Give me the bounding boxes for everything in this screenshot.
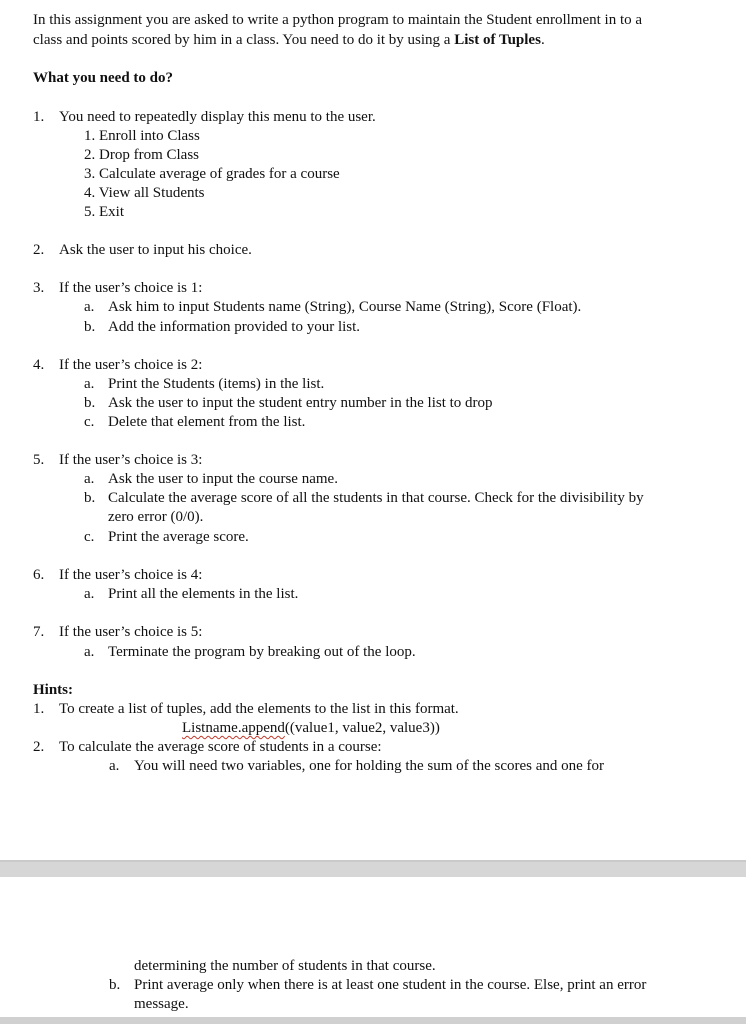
step-5a-text: Ask the user to input the course name. <box>108 471 338 487</box>
sub-letter: a. <box>84 471 95 487</box>
hints-heading: Hints: <box>33 682 74 698</box>
section-heading: What you need to do? <box>33 70 174 86</box>
document-page-2 <box>0 877 746 1017</box>
intro-line-2 <box>33 31 545 50</box>
step-3-text: If the user’s choice is 1: <box>59 280 203 296</box>
hint-number: 1. <box>33 701 45 717</box>
step-5-text: If the user’s choice is 3: <box>59 452 203 468</box>
step-4a-text: Print the Students (items) in the list. <box>108 376 325 392</box>
sub-letter: a. <box>84 586 95 602</box>
step-number: 4. <box>33 357 45 373</box>
sub-letter: c. <box>84 414 95 430</box>
hint-2b-text: Print average only when there is at least one student in the course. Else, print an error <box>134 977 647 993</box>
sub-letter: a. <box>84 376 95 392</box>
step-number: 5. <box>33 452 45 468</box>
code-example <box>182 719 440 738</box>
hint-1-text: To create a list of tuples, add the elements to the list in this format. <box>59 701 459 717</box>
intro-text: class and points scored by him in a class. You need to do it by using a <box>33 32 455 48</box>
step-2-text: Ask the user to input his choice. <box>59 242 252 258</box>
menu-item: 4. View all Students <box>84 185 205 201</box>
hint-number: 2. <box>33 739 45 755</box>
step-number: 6. <box>33 567 45 583</box>
intro-period: . <box>540 32 545 48</box>
sub-letter: a. <box>84 644 95 660</box>
hint-2a-text: You will need two variables, one for holding the sum of the scores and one for <box>134 758 605 774</box>
spellcheck-underlined-text: Listname.append <box>182 720 285 736</box>
page-bottom-edge <box>0 1017 746 1024</box>
step-4c-text: Delete that element from the list. <box>108 414 306 430</box>
step-7a-text: Terminate the program by breaking out of the loop. <box>108 644 416 660</box>
menu-item: 3. Calculate average of grades for a course <box>84 166 340 182</box>
menu-item: 2. Drop from Class <box>84 147 199 163</box>
hint-2b-text-cont: message. <box>134 996 189 1012</box>
sub-letter: a. <box>109 758 120 774</box>
sub-letter: a. <box>84 299 95 315</box>
intro-emphasis: List of Tuples <box>454 32 541 48</box>
step-7-text: If the user’s choice is 5: <box>59 624 203 640</box>
step-5c-text: Print the average score. <box>108 529 249 545</box>
page-break <box>0 862 746 877</box>
menu-item: 5. Exit <box>84 204 124 220</box>
step-6-text: If the user’s choice is 4: <box>59 567 203 583</box>
step-5b-text: Calculate the average score of all the students in that course. Check for the divisibility by <box>108 490 644 506</box>
step-5b-text-cont: zero error (0/0). <box>108 509 204 525</box>
step-number: 3. <box>33 280 45 296</box>
step-3b-text: Add the information provided to your list. <box>108 319 361 335</box>
code-args: ((value1, value2, value3)) <box>284 720 440 736</box>
step-3a-text: Ask him to input Students name (String), Course Name (String), Score (Float). <box>108 299 582 315</box>
sub-letter: c. <box>84 529 95 545</box>
step-number: 7. <box>33 624 45 640</box>
hint-2a-text-cont: determining the number of students in that course. <box>134 958 436 974</box>
sub-letter: b. <box>109 977 121 993</box>
sub-letter: b. <box>84 490 96 506</box>
step-1-text: You need to repeatedly display this menu to the user. <box>59 109 376 125</box>
step-number: 2. <box>33 242 45 258</box>
step-4-text: If the user’s choice is 2: <box>59 357 203 373</box>
step-4b-text: Ask the user to input the student entry number in the list to drop <box>108 395 493 411</box>
menu-item: 1. Enroll into Class <box>84 128 200 144</box>
hint-2-text: To calculate the average score of students in a course: <box>59 739 382 755</box>
intro-line-1: In this assignment you are asked to write a python program to maintain the Student enrollment in to a <box>33 12 643 28</box>
sub-letter: b. <box>84 319 96 335</box>
step-number: 1. <box>33 109 45 125</box>
step-6a-text: Print all the elements in the list. <box>108 586 299 602</box>
sub-letter: b. <box>84 395 96 411</box>
